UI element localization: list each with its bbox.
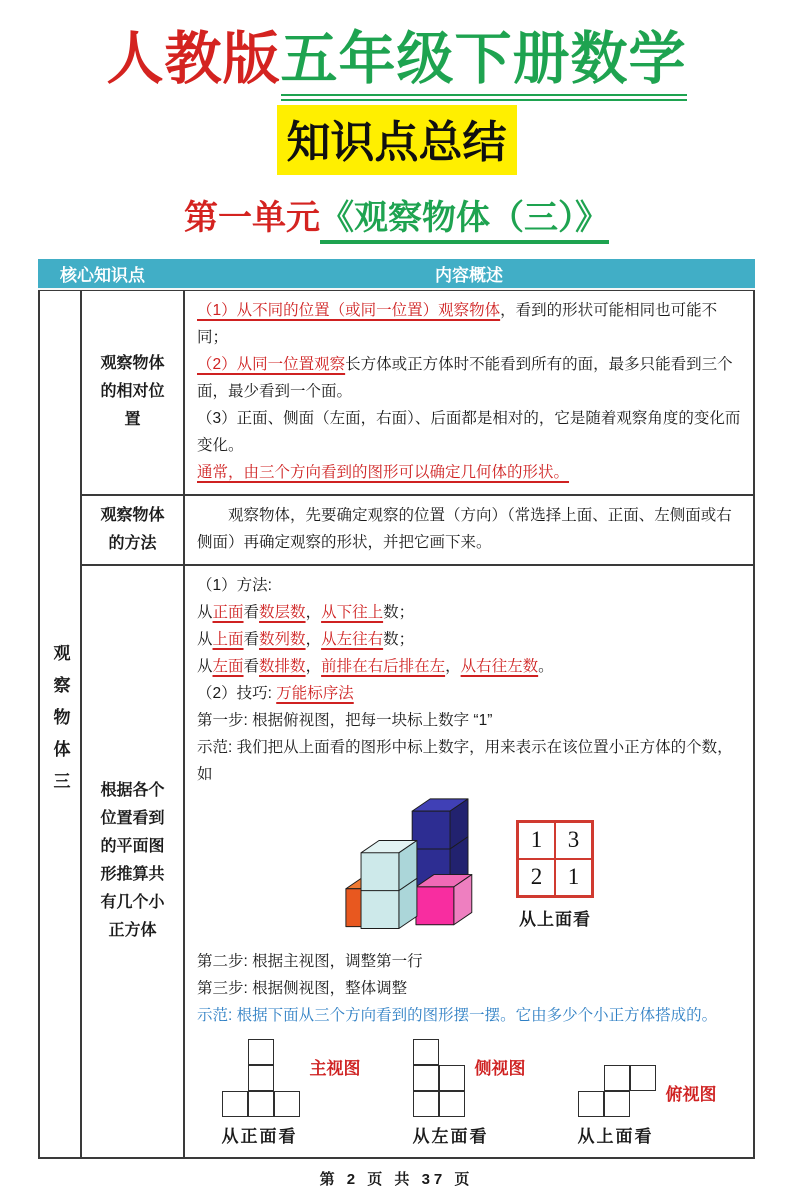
content-line: 从正面看数层数，从下往上数； bbox=[197, 603, 415, 621]
front-view-caption: 从正面看 bbox=[221, 1126, 298, 1146]
content-line: （1）从不同的位置（或同一位置）观察物体，看到的形状可能相同也可能不同； bbox=[197, 301, 718, 346]
table-header bbox=[38, 259, 755, 290]
content-line: 示范: 我们把从上面看的图形中标上数字，用来表示在该位置小正方体的个数，如 bbox=[197, 738, 733, 783]
side-view-caption: 从左面看 bbox=[412, 1126, 489, 1146]
content-line: 第二步: 根据主视图，调整第一行 bbox=[197, 952, 423, 970]
grid-cell: 1 bbox=[518, 822, 555, 859]
view-item-side bbox=[413, 1039, 526, 1147]
page-title bbox=[0, 27, 793, 91]
subtitle-row bbox=[0, 105, 793, 175]
grid-cell: 2 bbox=[518, 859, 555, 896]
unit-number: 第一单元 bbox=[184, 198, 320, 237]
unit-vertical-label: 观察物体三 bbox=[50, 643, 70, 804]
row-content-relative-position bbox=[185, 291, 753, 494]
stacked-cubes-illustration bbox=[344, 794, 486, 940]
header-col-core: 核心知识点 bbox=[60, 265, 145, 285]
row-content-observe-method bbox=[185, 496, 753, 564]
row-label-observe-method: 观察物体的方法 bbox=[82, 496, 185, 564]
topview-grid bbox=[516, 820, 594, 898]
table-row bbox=[82, 566, 753, 1157]
row-label-count-cubes: 根据各个位置看到的平面图形推算共有几个小正方体 bbox=[82, 566, 185, 1157]
knowledge-table bbox=[38, 259, 755, 1159]
topview-block bbox=[516, 820, 594, 930]
unit-label-cell bbox=[40, 291, 82, 1157]
top-view-shape bbox=[578, 1065, 656, 1117]
header-col-content: 内容概述 bbox=[435, 265, 503, 285]
title-grade-subject: 五年级下册数学 bbox=[281, 27, 687, 101]
side-view-shape bbox=[413, 1039, 465, 1117]
content-line: （1）方法: bbox=[197, 576, 272, 594]
content-line: （3）正面、侧面（左面，右面）、后面都是相对的，它是随着观察角度的变化而变化。 bbox=[197, 409, 741, 454]
content-line: 第三步: 根据侧视图，整体调整 bbox=[197, 979, 408, 997]
table-body bbox=[38, 290, 755, 1159]
content-line: 通常，由三个方向看到的图形可以确定几何体的形状。 bbox=[197, 463, 570, 481]
table-row bbox=[82, 291, 753, 496]
view-item-front bbox=[222, 1039, 361, 1147]
view-item-top bbox=[578, 1065, 717, 1147]
content-line: 观察物体，先要确定观察的位置（方向）（常选择上面、正面、左侧面或右侧面）再确定观察的形状，并把它画下来。 bbox=[197, 506, 732, 551]
front-view-label: 主视图 bbox=[309, 1058, 361, 1078]
content-line: 第一步: 根据俯视图，把每一块标上数字 “1” bbox=[197, 711, 493, 729]
table-row bbox=[82, 496, 753, 566]
content-line: 示范: 根据下面从三个方向看到的图形摆一摆。它由多少个小正方体搭成的。 bbox=[197, 1006, 718, 1024]
cube-figure bbox=[197, 794, 741, 940]
unit-title bbox=[0, 190, 793, 239]
unit-name: 《观察物体（三）》 bbox=[320, 199, 609, 244]
front-view-shape bbox=[222, 1039, 300, 1117]
content-line: 从左面看数排数，前排在右后排在左，从右往左数。 bbox=[197, 657, 554, 675]
content-line: （2）技巧: 万能标序法 bbox=[197, 684, 354, 702]
row-label-relative-position: 观察物体的相对位置 bbox=[82, 291, 185, 494]
top-view-caption: 从上面看 bbox=[577, 1126, 654, 1146]
subtitle-badge: 知识点总结 bbox=[277, 105, 517, 175]
page-footer: 第 2 页 共 37 页 bbox=[319, 1170, 474, 1188]
views-figure bbox=[197, 1039, 741, 1149]
table-rows bbox=[82, 291, 753, 1157]
topview-caption: 从上面看 bbox=[519, 909, 591, 929]
grid-cell: 1 bbox=[555, 859, 592, 896]
content-line: （2）从同一位置观察长方体或正方体时不能看到所有的面，最多只能看到三个面，最少看到一个面。 bbox=[197, 355, 733, 400]
row-content-count-cubes bbox=[185, 566, 753, 1157]
grid-cell: 3 bbox=[555, 822, 592, 859]
content-line: 从上面看数列数，从左往右数； bbox=[197, 630, 415, 648]
title-publisher: 人教版 bbox=[106, 27, 281, 91]
top-view-label: 俯视图 bbox=[665, 1084, 717, 1104]
side-view-label: 侧视图 bbox=[474, 1058, 526, 1078]
